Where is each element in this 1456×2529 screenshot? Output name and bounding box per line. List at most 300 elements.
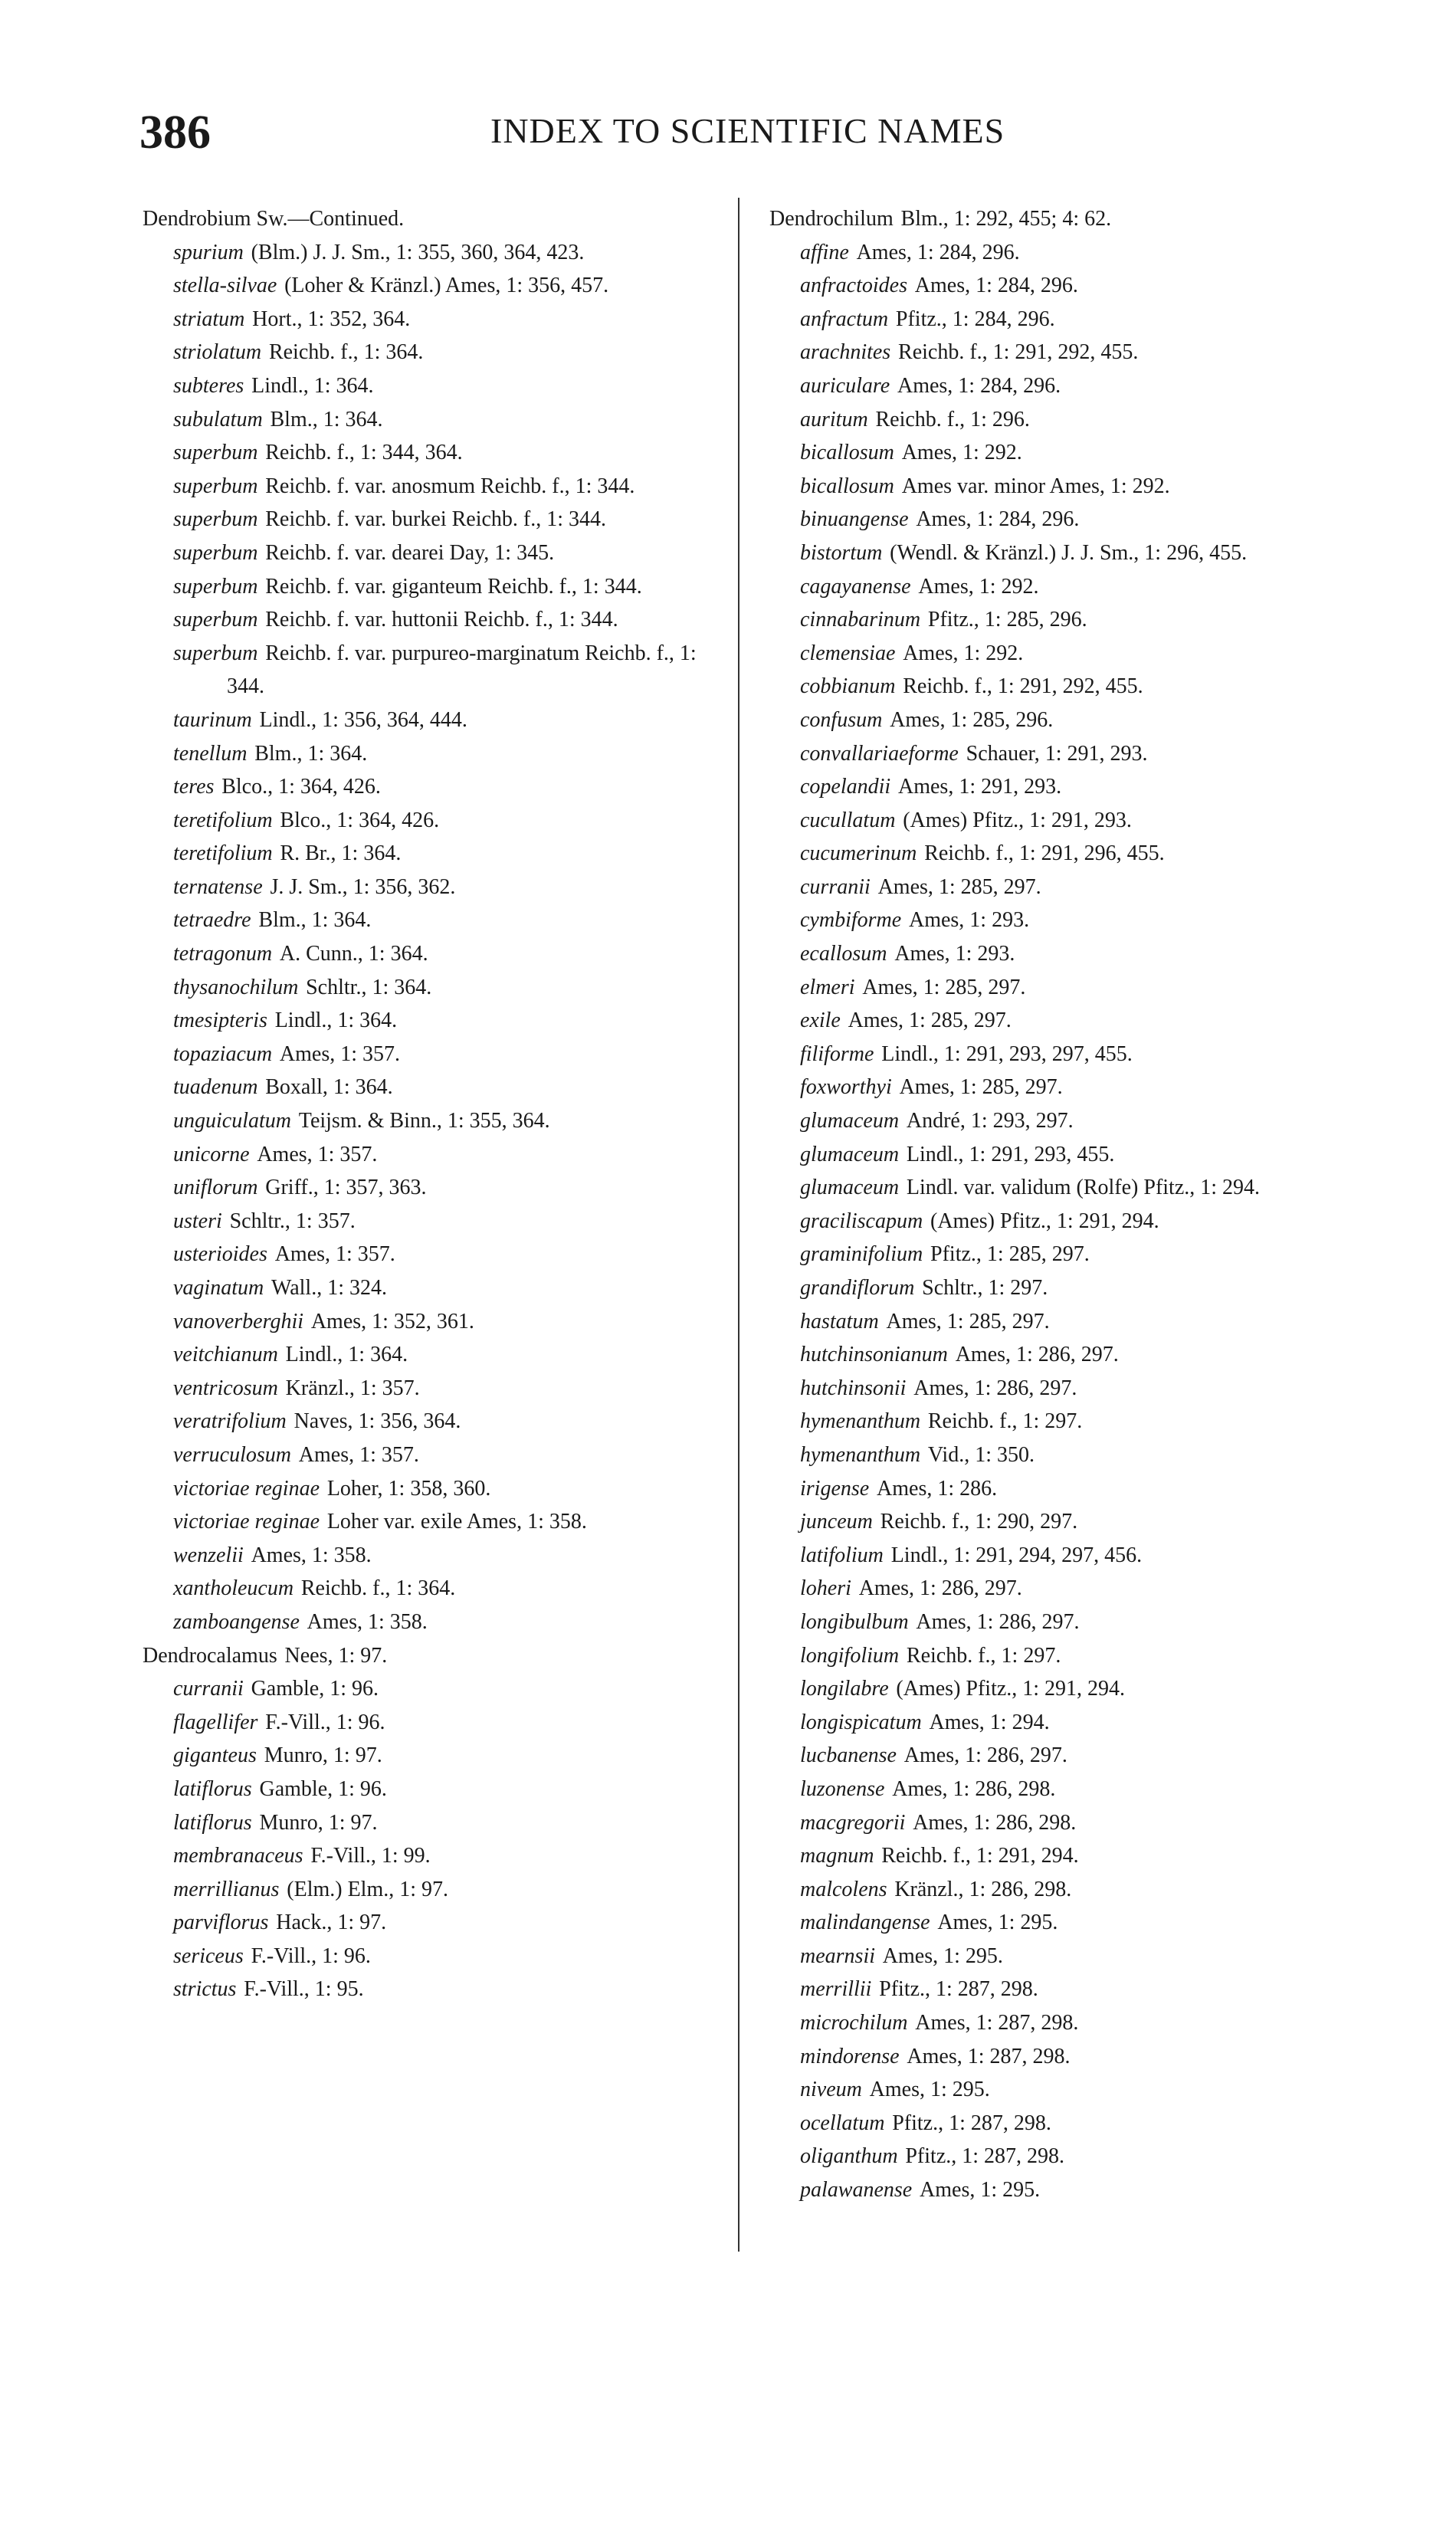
entry-reference: Gamble, 1: 96.	[259, 1776, 387, 1801]
index-entry	[143, 1071, 725, 1104]
entry-name: veitchianum	[173, 1343, 278, 1367]
entry-name: junceum	[800, 1510, 873, 1534]
entry-reference: Loher, 1: 358, 360.	[326, 1476, 491, 1501]
entry-reference: Schltr., 1: 357.	[229, 1209, 356, 1233]
entry-reference: Schltr., 1: 364.	[306, 975, 432, 999]
entry-reference: Lindl., 1: 291, 293, 455.	[906, 1142, 1115, 1166]
entry-reference: Ames, 1: 287, 298.	[915, 2011, 1079, 2035]
entry-name: longispicatum	[800, 1710, 922, 1734]
entry-reference: Reichb. f. var. huttonii Reichb. f., 1: 344.	[265, 608, 618, 632]
entry-reference: (Ames) Pfitz., 1: 291, 293.	[903, 808, 1132, 832]
index-entry	[769, 1004, 1352, 1038]
entry-name: longifolium	[800, 1643, 900, 1668]
entry-reference: Reichb. f., 1: 364.	[300, 1576, 456, 1601]
index-entry	[769, 403, 1352, 437]
entry-reference: Schltr., 1: 297.	[922, 1276, 1048, 1300]
index-entry	[143, 1138, 725, 1172]
index-entry	[143, 1238, 725, 1271]
entry-reference: Blm., 1: 364.	[258, 908, 372, 933]
index-entry	[769, 1739, 1352, 1773]
entry-name: thysanochilum	[173, 975, 299, 999]
entry-reference: Blm., 1: 364.	[270, 407, 383, 431]
index-entry	[769, 269, 1352, 303]
entry-reference: Ames, 1: 357.	[274, 1242, 395, 1267]
entry-name: latiflorus	[173, 1810, 252, 1835]
index-entry	[769, 536, 1352, 570]
entry-reference: A. Cunn., 1: 364.	[279, 942, 428, 966]
entry-name: anfractum	[800, 307, 889, 331]
entry-reference: F.-Vill., 1: 96.	[265, 1710, 385, 1734]
index-entry	[143, 303, 725, 336]
index-entry	[769, 904, 1352, 937]
entry-reference: Reichb. f., 1: 291, 292, 455.	[898, 340, 1139, 365]
entry-reference: Ames, 1: 295.	[882, 1943, 1003, 1968]
entry-name: longibulbum	[800, 1609, 909, 1634]
entry-name: exile	[800, 1009, 841, 1033]
entry-reference: F.-Vill., 1: 99.	[310, 1844, 431, 1868]
index-entry	[143, 637, 725, 704]
entry-name: giganteus	[173, 1743, 257, 1768]
entry-reference: Ames, 1: 285, 297.	[877, 874, 1041, 899]
index-entry	[769, 1238, 1352, 1271]
index-entry	[769, 1338, 1352, 1372]
entry-name: superbum	[173, 474, 258, 498]
entry-name: wenzelii	[173, 1543, 244, 1567]
index-entry	[769, 637, 1352, 671]
index-entry	[769, 1773, 1352, 1806]
entry-name: victoriae reginae	[173, 1510, 320, 1534]
index-entry	[143, 1706, 725, 1740]
entry-reference: Munro, 1: 97.	[264, 1743, 382, 1768]
entry-name: striolatum	[173, 340, 262, 365]
entry-reference: Ames, 1: 286, 298.	[892, 1776, 1056, 1801]
entry-name: bicallosum	[800, 474, 894, 498]
entry-name: merrillianus	[173, 1877, 280, 1901]
entry-reference: Blco., 1: 364, 426.	[221, 775, 381, 799]
entry-name: tenellum	[173, 741, 248, 766]
entry-reference: Ames, 1: 284, 296.	[856, 240, 1020, 264]
entry-reference: Ames, 1: 286, 297.	[916, 1609, 1080, 1634]
entry-reference: (Elm.) Elm., 1: 97.	[287, 1877, 449, 1901]
entry-name: glumaceum	[800, 1176, 900, 1200]
index-entry	[143, 804, 725, 838]
entry-reference: J. J. Sm., 1: 356, 362.	[270, 874, 456, 899]
index-entry	[769, 2006, 1352, 2040]
entry-reference: Blm., 1: 364.	[254, 741, 368, 766]
entry-name: cinnabarinum	[800, 608, 921, 632]
page-number: 386	[139, 107, 211, 159]
index-entry	[769, 1873, 1352, 1907]
entry-reference: Hack., 1: 97.	[276, 1911, 387, 1935]
entry-reference: (Ames) Pfitz., 1: 291, 294.	[930, 1209, 1159, 1233]
entry-reference: Naves, 1: 356, 364.	[293, 1409, 461, 1434]
entry-name: affine	[800, 240, 849, 264]
entry-name: irigense	[800, 1476, 870, 1501]
entry-name: superbum	[173, 608, 258, 632]
index-entry	[143, 570, 725, 604]
index-entry	[769, 603, 1352, 637]
index-entry	[143, 1806, 725, 1840]
entry-name: teretifolium	[173, 808, 273, 832]
entry-reference: Ames, 1: 286, 297.	[913, 1376, 1077, 1400]
index-entry	[143, 1205, 725, 1238]
index-entry	[143, 1739, 725, 1773]
index-entry	[769, 1906, 1352, 1940]
entry-reference: Loher var. exile Ames, 1: 358.	[326, 1510, 587, 1534]
entry-reference: Ames, 1: 285, 297.	[848, 1009, 1012, 1033]
entry-reference: Ames, 1: 284, 296.	[916, 507, 1080, 532]
entry-name: auritum	[800, 407, 868, 431]
index-entry	[769, 1672, 1352, 1706]
entry-name: ventricosum	[173, 1376, 278, 1400]
entry-reference: Ames, 1: 357.	[257, 1142, 378, 1166]
index-entry	[769, 1505, 1352, 1539]
entry-reference: Reichb. f., 1: 291, 294.	[881, 1844, 1079, 1868]
entry-name: teres	[173, 775, 215, 799]
entry-name: unguiculatum	[173, 1109, 291, 1133]
entry-name: membranaceus	[173, 1844, 303, 1868]
index-entry	[143, 1104, 725, 1138]
entry-name: elmeri	[800, 975, 855, 999]
index-entry	[143, 470, 725, 504]
index-entry	[769, 1572, 1352, 1606]
index-entry	[143, 369, 725, 403]
index-entry	[143, 1873, 725, 1907]
entry-reference: Ames, 1: 292.	[918, 574, 1039, 599]
index-entry	[769, 1472, 1352, 1506]
index-entry	[143, 904, 725, 937]
index-entry	[143, 1839, 725, 1873]
entry-reference: André, 1: 293, 297.	[906, 1109, 1074, 1133]
entry-name: malindangense	[800, 1911, 930, 1935]
entry-name: superbum	[173, 540, 258, 565]
entry-reference: Schauer, 1: 291, 293.	[966, 741, 1148, 766]
running-head: INDEX TO SCIENTIFIC NAMES	[490, 111, 1005, 150]
entry-name: ecallosum	[800, 942, 887, 966]
entry-reference: Munro, 1: 97.	[259, 1810, 378, 1835]
entry-reference: Ames, 1: 294.	[929, 1710, 1050, 1734]
entry-name: strictus	[173, 1977, 237, 2002]
index-entry	[769, 1839, 1352, 1873]
entry-reference: Pfitz., 1: 285, 296.	[927, 608, 1087, 632]
entry-name: superbum	[173, 641, 258, 665]
index-entry	[143, 202, 725, 236]
index-entry	[143, 1438, 725, 1472]
index-entry	[769, 1706, 1352, 1740]
index-entry	[143, 536, 725, 570]
entry-name: magnum	[800, 1844, 874, 1868]
index-entry	[769, 871, 1352, 904]
index-entry	[143, 1038, 725, 1071]
entry-reference: Vid., 1: 350.	[927, 1442, 1035, 1467]
entry-name: usterioides	[173, 1242, 267, 1267]
entry-name: anfractoides	[800, 274, 907, 298]
entry-reference: (Blm.) J. J. Sm., 1: 355, 360, 364, 423.	[251, 240, 585, 264]
index-entry	[769, 236, 1352, 270]
entry-name: malcolens	[800, 1877, 887, 1901]
entry-reference: Ames, 1: 285, 296.	[890, 707, 1054, 732]
index-entry	[769, 804, 1352, 838]
entry-reference: Ames, 1: 287, 298.	[907, 2044, 1071, 2068]
index-entry	[769, 837, 1352, 871]
entry-name: sericeus	[173, 1943, 244, 1968]
entry-name: tuadenum	[173, 1075, 258, 1100]
index-entry	[143, 236, 725, 270]
entry-name: loheri	[800, 1576, 851, 1601]
entry-reference: Reichb. f. var. dearei Day, 1: 345.	[265, 540, 555, 565]
entry-name: mindorense	[800, 2044, 900, 2068]
entry-name: tetragonum	[173, 942, 273, 966]
entry-name: hastatum	[800, 1309, 879, 1333]
entry-name: Dendrobium Sw.—Continued.	[143, 207, 405, 231]
entry-name: stella-silvae	[173, 274, 277, 298]
entry-name: tmesipteris	[173, 1009, 267, 1033]
index-entry	[769, 1806, 1352, 1840]
entry-reference: Blco., 1: 364, 426.	[280, 808, 440, 832]
entry-reference: Pfitz., 1: 287, 298.	[905, 2144, 1065, 2169]
entry-name: spurium	[173, 240, 244, 264]
entry-name: cucumerinum	[800, 841, 917, 866]
entry-name: veratrifolium	[173, 1409, 287, 1434]
entry-reference: Ames, 1: 284, 296.	[897, 373, 1061, 398]
entry-reference: Ames, 1: 292.	[903, 641, 1024, 665]
index-entry	[769, 1071, 1352, 1104]
entry-name: oliganthum	[800, 2144, 898, 2169]
entry-name: unicorne	[173, 1142, 250, 1166]
entry-name: confusum	[800, 707, 883, 732]
entry-name: teretifolium	[173, 841, 273, 866]
index-entry	[143, 770, 725, 804]
index-entry	[143, 704, 725, 737]
entry-name: auriculare	[800, 373, 890, 398]
entry-name: superbum	[173, 507, 258, 532]
entry-reference: Ames, 1: 352, 361.	[310, 1309, 474, 1333]
entry-name: Dendrocalamus	[143, 1643, 277, 1668]
entry-reference: Ames, 1: 357.	[279, 1041, 401, 1066]
entry-name: graciliscapum	[800, 1209, 923, 1233]
index-entry	[769, 369, 1352, 403]
entry-name: hymenanthum	[800, 1409, 921, 1434]
entry-reference: Reichb. f., 1: 297.	[927, 1409, 1083, 1434]
entry-name: graminifolium	[800, 1242, 923, 1267]
entry-reference: Ames, 1: 295.	[869, 2078, 990, 2102]
entry-name: cucullatum	[800, 808, 896, 832]
index-entry	[143, 871, 725, 904]
index-entry	[769, 2173, 1352, 2207]
entry-name: uniflorum	[173, 1176, 258, 1200]
column-divider	[738, 198, 739, 2252]
entry-reference: Ames var. minor Ames, 1: 292.	[901, 474, 1170, 498]
entry-name: ternatense	[173, 874, 263, 899]
index-entry	[143, 1338, 725, 1372]
index-entry	[143, 436, 725, 470]
entry-name: ocellatum	[800, 2111, 885, 2135]
index-entry	[769, 503, 1352, 536]
entry-name: hutchinsonianum	[800, 1343, 948, 1367]
entry-reference: Reichb. f. var. purpureo-marginatum Reichb. f., 1: 344.	[227, 641, 697, 699]
entry-name: merrillii	[800, 1977, 872, 2002]
entry-name: luzonense	[800, 1776, 885, 1801]
entry-reference: Lindl., 1: 291, 294, 297, 456.	[890, 1543, 1143, 1567]
index-entry	[769, 303, 1352, 336]
index-entry	[769, 937, 1352, 971]
entry-name: bistortum	[800, 540, 883, 565]
index-entry	[143, 1271, 725, 1305]
entry-reference: Ames, 1: 295.	[920, 2178, 1041, 2203]
entry-reference: Reichb. f., 1: 291, 292, 455.	[903, 674, 1143, 699]
index-entry	[769, 1104, 1352, 1138]
entry-name: lucbanense	[800, 1743, 897, 1768]
entry-name: zamboangense	[173, 1609, 300, 1634]
entry-reference: (Wendl. & Kränzl.) J. J. Sm., 1: 296, 455.	[890, 540, 1248, 565]
entry-reference: Ames, 1: 286, 297.	[955, 1343, 1119, 1367]
entry-reference: Reichb. f., 1: 290, 297.	[880, 1510, 1078, 1534]
entry-name: verruculosum	[173, 1442, 291, 1467]
index-entry	[143, 1505, 725, 1539]
entry-name: mearnsii	[800, 1943, 875, 1968]
entry-name: foxworthyi	[800, 1075, 892, 1100]
entry-name: topaziacum	[173, 1041, 273, 1066]
entry-name: vaginatum	[173, 1276, 264, 1300]
entry-reference: Lindl., 1: 356, 364, 444.	[259, 707, 467, 732]
index-entry	[769, 670, 1352, 704]
index-entry	[143, 1539, 725, 1573]
entry-name: superbum	[173, 441, 258, 465]
entry-name: curranii	[173, 1677, 244, 1701]
entry-reference: Lindl., 1: 364.	[285, 1343, 408, 1367]
entry-name: binuangense	[800, 507, 909, 532]
entry-reference: Lindl., 1: 291, 293, 297, 455.	[881, 1041, 1133, 1066]
entry-reference: Ames, 1: 291, 293.	[898, 775, 1062, 799]
entry-name: taurinum	[173, 707, 252, 732]
index-entry	[769, 436, 1352, 470]
entry-reference: Ames, 1: 286, 297.	[858, 1576, 1022, 1601]
entry-reference: Ames, 1: 358.	[251, 1543, 372, 1567]
entry-reference: Ames, 1: 285, 297.	[899, 1075, 1063, 1100]
index-entry	[143, 603, 725, 637]
entry-reference: Pfitz., 1: 287, 298.	[879, 1977, 1038, 2002]
right-index-column	[769, 202, 1352, 2207]
entry-reference: Ames, 1: 295.	[937, 1911, 1058, 1935]
entry-name: xantholeucum	[173, 1576, 294, 1601]
entry-reference: Gamble, 1: 96.	[251, 1677, 379, 1701]
index-entry	[769, 1171, 1352, 1205]
entry-name: flagellifer	[173, 1710, 258, 1734]
index-entry	[769, 202, 1352, 236]
index-entry	[143, 937, 725, 971]
entry-reference: Teijsm. & Binn., 1: 355, 364.	[298, 1109, 550, 1133]
entry-reference: Reichb. f. var. giganteum Reichb. f., 1: 344.	[265, 574, 642, 599]
entry-name: filiforme	[800, 1041, 874, 1066]
index-entry	[769, 770, 1352, 804]
index-entry	[769, 1438, 1352, 1472]
entry-reference: Lindl. var. validum (Rolfe) Pfitz., 1: 294.	[906, 1176, 1261, 1200]
entry-reference: (Loher & Kränzl.) Ames, 1: 356, 457.	[284, 274, 609, 298]
index-entry	[769, 1271, 1352, 1305]
index-entry	[769, 1606, 1352, 1639]
entry-reference: Ames, 1: 284, 296.	[914, 274, 1078, 298]
index-entry	[769, 1038, 1352, 1071]
entry-reference: Pfitz., 1: 287, 298.	[892, 2111, 1051, 2135]
entry-name: niveum	[800, 2078, 862, 2102]
entry-name: vanoverberghii	[173, 1309, 304, 1333]
index-entry	[143, 1639, 725, 1673]
entry-name: glumaceum	[800, 1142, 900, 1166]
entry-name: cobbianum	[800, 674, 896, 699]
entry-reference: R. Br., 1: 364.	[280, 841, 402, 866]
index-entry	[143, 1572, 725, 1606]
left-index-column	[143, 202, 725, 2006]
index-entry	[769, 2073, 1352, 2107]
entry-name: hutchinsonii	[800, 1376, 907, 1400]
entry-reference: Ames, 1: 285, 297.	[886, 1309, 1050, 1333]
entry-reference: Reichb. f. var. burkei Reichb. f., 1: 344.	[265, 507, 607, 532]
entry-reference: Griff., 1: 357, 363.	[265, 1176, 427, 1200]
entry-reference: Kränzl., 1: 357.	[285, 1376, 420, 1400]
entry-reference: Reichb. f., 1: 364.	[268, 340, 424, 365]
entry-name: grandiflorum	[800, 1276, 915, 1300]
index-entry	[143, 1305, 725, 1339]
entry-name: copelandii	[800, 775, 891, 799]
entry-name: latifolium	[800, 1543, 884, 1567]
index-entry	[769, 470, 1352, 504]
entry-reference: Nees, 1: 97.	[284, 1643, 388, 1668]
index-entry	[143, 971, 725, 1005]
entry-reference: Reichb. f., 1: 296.	[875, 407, 1030, 431]
index-entry	[143, 336, 725, 369]
entry-name: usteri	[173, 1209, 222, 1233]
entry-name: macgregorii	[800, 1810, 906, 1835]
index-entry	[143, 1973, 725, 2006]
entry-name: arachnites	[800, 340, 891, 365]
entry-name: longilabre	[800, 1677, 889, 1701]
entry-reference: Kränzl., 1: 286, 298.	[894, 1877, 1072, 1901]
entry-reference: Reichb. f., 1: 297.	[906, 1643, 1061, 1668]
entry-name: tetraedre	[173, 908, 251, 933]
entry-reference: (Ames) Pfitz., 1: 291, 294.	[896, 1677, 1126, 1701]
entry-reference: Ames, 1: 286.	[877, 1476, 998, 1501]
index-entry	[143, 1171, 725, 1205]
index-entry	[143, 1606, 725, 1639]
index-entry	[143, 1773, 725, 1806]
index-entry	[143, 737, 725, 771]
entry-reference: F.-Vill., 1: 96.	[251, 1943, 371, 1968]
index-entry	[769, 570, 1352, 604]
entry-reference: Ames, 1: 357.	[298, 1442, 419, 1467]
entry-name: curranii	[800, 874, 871, 899]
entry-name: clemensiae	[800, 641, 896, 665]
entry-reference: Wall., 1: 324.	[271, 1276, 387, 1300]
entry-reference: Reichb. f., 1: 291, 296, 455.	[924, 841, 1165, 866]
index-entry	[769, 971, 1352, 1005]
index-entry	[769, 2140, 1352, 2173]
entry-reference: Pfitz., 1: 284, 296.	[895, 307, 1055, 331]
index-entry	[769, 704, 1352, 737]
entry-name: latiflorus	[173, 1776, 252, 1801]
entry-name: superbum	[173, 574, 258, 599]
entry-reference: Hort., 1: 352, 364.	[252, 307, 411, 331]
index-entry	[769, 737, 1352, 771]
entry-name: subulatum	[173, 407, 263, 431]
entry-name: subteres	[173, 373, 244, 398]
index-entry	[143, 1472, 725, 1506]
index-entry	[769, 1305, 1352, 1339]
entry-reference: Boxall, 1: 364.	[265, 1075, 393, 1100]
entry-name: cagayanense	[800, 574, 911, 599]
entry-reference: F.-Vill., 1: 95.	[244, 1977, 364, 2002]
index-entry	[143, 403, 725, 437]
index-entry	[769, 336, 1352, 369]
